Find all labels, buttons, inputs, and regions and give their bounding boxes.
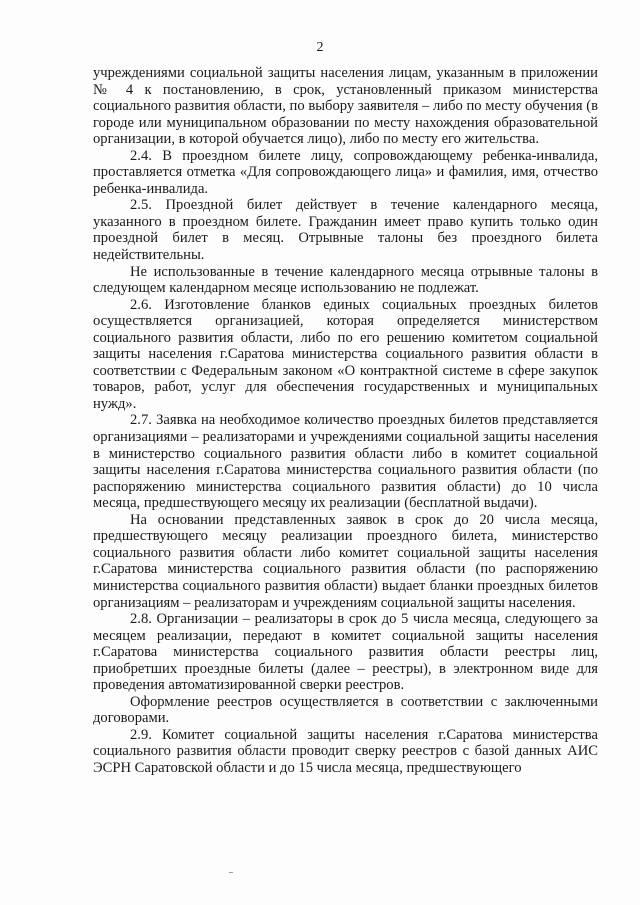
paragraph-2-9: 2.9. Комитет социальной защиты населения г.Саратова министерства социального развития области проводит сверку реестров с базой данных АИС ЭСРН Саратовской области и до 15 числа месяца, предшествующего [93,726,598,776]
paragraph-2-6: 2.6. Изготовление бланков единых социальных проездных билетов осуществляется организацией, которая определяется министерством социального развития области, либо по его решению комитетом социальной защиты населения г.Саратова министерства социального развития области в соответствии с Федеральным законом «О контрактной системе в сфере закупок товаров, работ, услуг для обеспечения государственных и муниципальных нужд». [93,296,598,412]
page-number: 2 [316,40,324,55]
paragraph-2-4: 2.4. В проездном билете лицу, сопровождающему ребенка-инвалида, проставляется отметка «Для сопровождающего лица» и фамилия, имя, отчество ребенка-инвалида. [93,147,598,197]
paragraph-continuation: учреждениями социальной защиты населения лицам, указанным в приложении № 4 к постановлению, в срок, установленный приказом министерства социального развития области, по выбору заявителя – либо по месту обучения (в городе или муниципальном образовании по месту нахождения образовательной организации, в которой обучается лицо), либо по месту его жительства. [93,65,598,148]
paragraph-applications-basis: На основании представленных заявок в срок до 20 числа месяца, предшествующего месяцу реализации проездного билета, министерство социального развития области либо комитет социальной защиты населения г.Саратова министерства социального развития области (по распоряжению министерства социального развития области) выдает бланки проездных билетов организациям – реализаторам и учреждениям социальной защиты населения. [93,511,598,611]
paragraph-2-7: 2.7. Заявка на необходимое количество проездных билетов представляется организациями – реализаторами и учреждениями социальной защиты населения в министерство социального развития области либо в комитет социальной защиты населения г.Саратова министерства социального развития области (по распоряжению министерства социального развития области) до 10 числа месяца, предшествующего месяцу их реализации (бесплатной выдачи). [93,412,598,512]
paragraph-2-8: 2.8. Организации – реализаторы в срок до 5 числа месяца, следующего за месяцем реализации, передают в комитет социальной защиты населения г.Саратова министерства социального развития области реестры лиц, приобретших проездные билеты (далее – реестры), в электронном виде для проведения автоматизированной сверки реестров. [93,611,598,694]
paragraph-2-5: 2.5. Проездной билет действует в течение календарного месяца, указанного в проездном билете. Гражданин имеет право купить только один проездной билет в месяц. Отрывные талоны без проездного билета недействительны. [93,197,598,264]
body-text [93,65,598,777]
paragraph-unused-coupons: Не использованные в течение календарного месяца отрывные талоны в следующем календарном месяце использованию не подлежат. [93,263,598,297]
paragraph-registries-format: Оформление реестров осуществляется в соответствии с заключенными договорами. [93,693,598,727]
scan-artifact [229,872,233,873]
